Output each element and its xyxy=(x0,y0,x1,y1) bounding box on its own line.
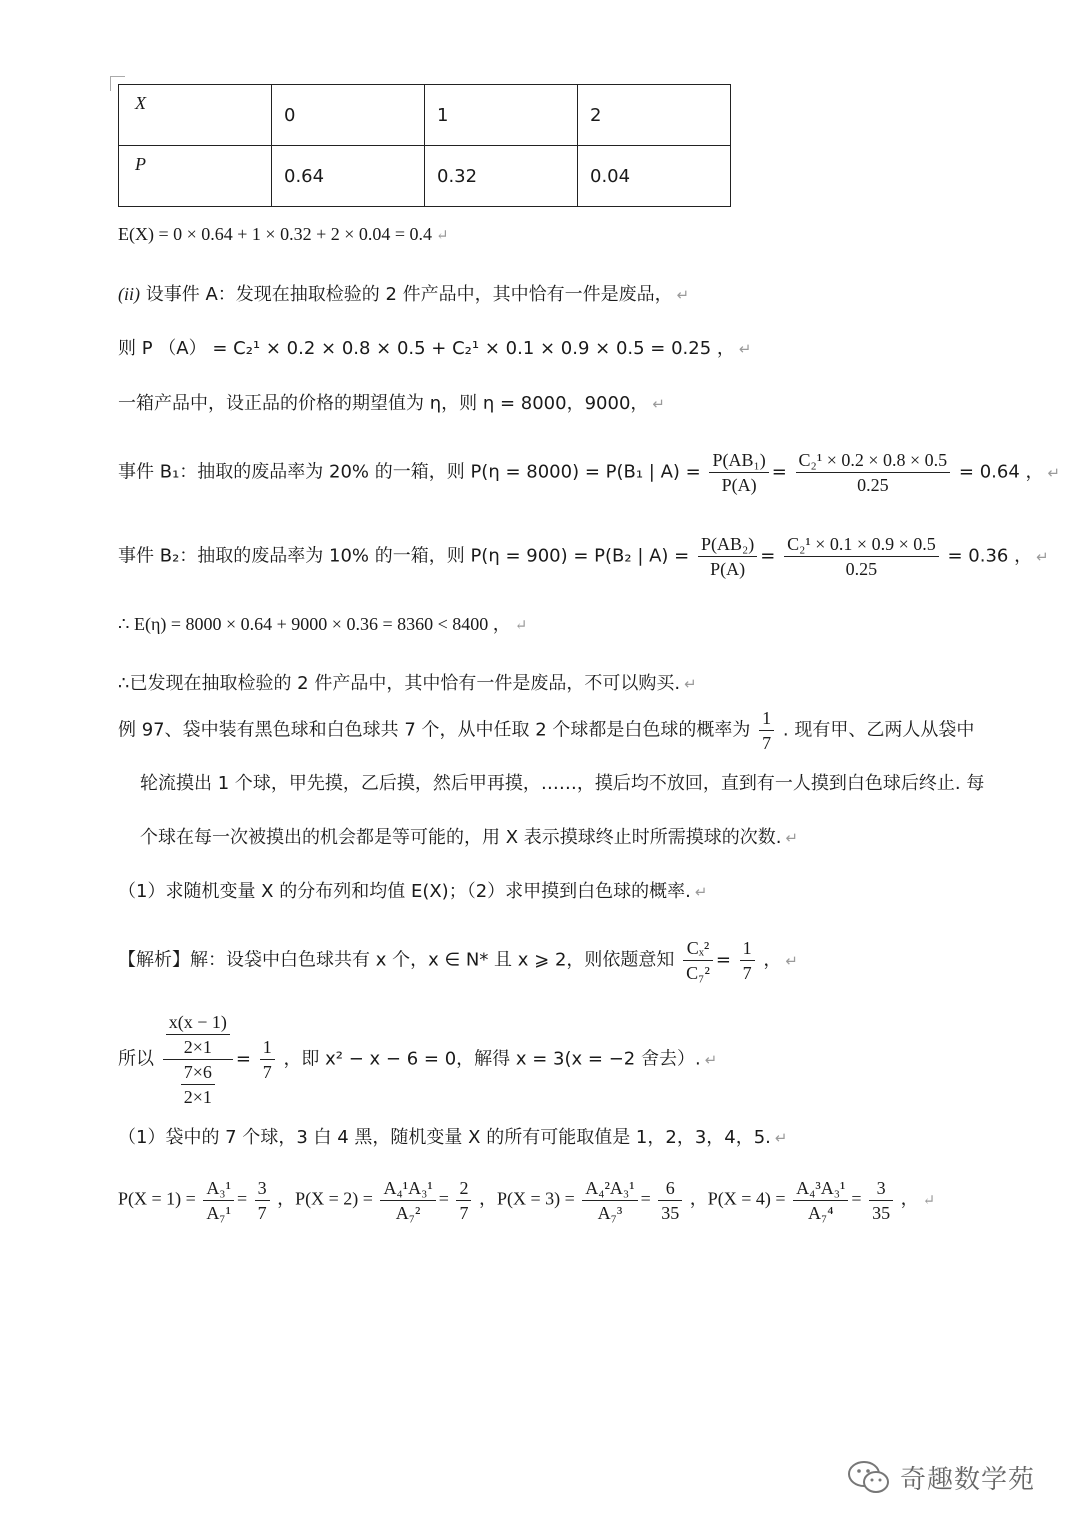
return-mark-icon: ↵ xyxy=(684,675,697,693)
return-mark-icon: ↵ xyxy=(704,1050,718,1069)
return-mark-icon: ↵ xyxy=(785,829,799,847)
question-line: （1）求随机变量 X 的分布列和均值 E(X)；（2）求甲摸到白色球的概率. ↵ xyxy=(118,881,708,902)
return-mark-icon: ↵ xyxy=(514,618,528,634)
example-97-line-2: 轮流摸出 1 个球，甲先摸，乙后摸，然后甲再摸，……，摸后均不放回，直到有一人摸到白色球后终止. 每 xyxy=(140,773,985,794)
event-b2-line: 事件 B₂：抽取的废品率为 10% 的一箱，则 P(η = 900) = P(B₂ | A) = $\frac{\text{P(AB₂)}}{P(A)}$ = $\frac{\text{C₂¹ × 0.1 × 0.9 × 0.5}}{0.25}$ = 0.36 ， ↵ xyxy=(118,534,1049,579)
event-b1-line: 事件 B₁：抽取的废品率为 20% 的一箱，则 P(η = 8000) = P(B₁ | A) = $\frac{\text{P(AB₁)}}{P(A)}$ = $\frac{\text{C₂¹ × 0.2 × 0.8 × 0.5}}{0.25}$ = 0.64 ， ↵ xyxy=(118,450,1061,495)
fraction: $\frac{1}{7}$ xyxy=(759,706,774,755)
example-97-line-3: 个球在每一次被摸出的机会都是等可能的，用 X 表示摸球终止时所需摸球的次数. ↵ xyxy=(140,827,799,848)
table-cell: 1 xyxy=(425,85,578,146)
fraction: $\frac{3}{7}$ xyxy=(255,1176,270,1225)
return-mark-icon: ↵ xyxy=(652,395,665,413)
fraction: $\frac{\text{C₂¹ × 0.2 × 0.8 × 0.5}}{0.25}$ xyxy=(796,448,951,497)
expectation-line: E(X) = 0 × 0.64 + 1 × 0.32 + 2 × 0.04 = 0.4 ↵ xyxy=(118,224,449,244)
table-cell: 0.64 xyxy=(272,146,425,207)
fraction: $\frac{\text{A₃¹}}{\text{A₇¹}}$ xyxy=(203,1176,234,1225)
return-mark-icon: ↵ xyxy=(1036,547,1049,566)
part1-line: （1）袋中的 7 个球，3 白 4 黑，随机变量 X 的所有可能取值是 1，2，3，4，5. ↵ xyxy=(118,1127,788,1148)
fraction: $\frac{3}{35}$ xyxy=(869,1176,893,1225)
table-cell: P xyxy=(119,146,272,207)
fraction: $\frac{1}{7}$ xyxy=(260,1035,275,1084)
table-cell: 2 xyxy=(578,85,731,146)
pa-line: 则 P （A） = C₂¹ × 0.2 × 0.8 × 0.5 + C₂¹ × 0.1 × 0.9 × 0.5 = 0.25 ， ↵ xyxy=(118,338,752,359)
return-mark-icon: ↵ xyxy=(785,951,798,970)
fraction: $\frac{1}{7}$ xyxy=(740,936,755,985)
fraction: $\frac{\text{Cₓ²}}{\text{C₇²}}$ xyxy=(683,936,713,985)
fraction: $\frac{\text{A₄¹A₃¹}}{\text{A₇²}}$ xyxy=(380,1176,435,1225)
table-cell: 0 xyxy=(272,85,425,146)
return-mark-icon: ↵ xyxy=(1047,463,1061,482)
return-mark-icon: ↵ xyxy=(436,228,449,244)
return-mark-icon: ↵ xyxy=(774,1129,788,1147)
probabilities-line: P(X = 1) = $\frac{\text{A₃¹}}{\text{A₇¹}}$ = $\frac{3}{7}$ ，P(X = 2) = $\frac{\text{A₄¹A₃¹}}{\text{A₇²}}$ = $\frac{2}{7}$ ，P(X = 3) = $\frac{\text{A₄²A₃¹}}{\text{A₇³}}$ = $\frac{6}{35}$ ，P(X = 4) = $\frac{\text{A₄³A₃¹}}{\text{A₇⁴}}$ = $\frac{3}{35}$ ， ↵ xyxy=(118,1178,936,1223)
wechat-icon xyxy=(846,1458,892,1496)
return-mark-icon: ↵ xyxy=(922,1192,936,1209)
return-mark-icon: ↵ xyxy=(738,340,752,358)
table-row xyxy=(119,85,731,146)
fraction: $\frac{\text{A₄²A₃¹}}{\text{A₇³}}$ xyxy=(582,1176,637,1225)
fraction: $\frac{\text{P(AB₂)}}{P(A)}$ xyxy=(698,532,757,581)
solution-line: 【解析】解：设袋中白色球共有 x 个，x ∈ N* 且 x ⩾ 2，则依题意知 $\frac{\text{Cₓ²}}{\text{C₇²}}$ = $\frac{1}{7}$ ， ↵ xyxy=(118,938,798,983)
distribution-table xyxy=(118,84,731,207)
fraction: $\frac{6}{35}$ xyxy=(658,1176,682,1225)
fraction: $\frac{\text{P(AB₁)}}{P(A)}$ xyxy=(709,448,768,497)
table-cell: 0.04 xyxy=(578,146,731,207)
fraction: $\frac{\text{A₄³A₃¹}}{\text{A₇⁴}}$ xyxy=(793,1176,848,1225)
conclusion-line: ∴已发现在抽取检验的 2 件产品中，其中恰有一件是废品，不可以购买. ↵ xyxy=(118,673,697,694)
compound-fraction: $\frac{\frac{x(x - 1)}{2\times 1}}{\frac{7\times 6}{2\times 1}}$ xyxy=(163,1010,233,1109)
watermark: 奇趣数学苑 xyxy=(846,1458,1035,1496)
return-mark-icon: ↵ xyxy=(694,883,708,901)
so-line: 所以 $\frac{\frac{x(x - 1)}{2\times 1}}{\frac{7\times 6}{2\times 1}}$ = $\frac{1}{7}$ ，即 x² − x − 6 = 0，解得 x = 3(x = −2 舍去）. ↵ xyxy=(118,1012,718,1107)
event-a-line: (ii) 设事件 A：发现在抽取检验的 2 件产品中，其中恰有一件是废品， ↵ xyxy=(118,284,690,305)
table-cell: 0.32 xyxy=(425,146,578,207)
table-row xyxy=(119,146,731,207)
fraction: $\frac{\text{C₂¹ × 0.1 × 0.9 × 0.5}}{0.25}$ xyxy=(784,532,939,581)
eta-line: 一箱产品中，设正品的价格的期望值为 η，则 η = 8000，9000， ↵ xyxy=(118,393,665,414)
fraction: $\frac{2}{7}$ xyxy=(456,1176,471,1225)
example-97-line: 例 97、袋中装有黑色球和白色球共 7 个，从中任取 2 个球都是白色球的概率为 $\frac{1}{7}$ . 现有甲、乙两人从袋中 xyxy=(118,708,975,753)
e-eta-line: ∴ E(η) = 8000 × 0.64 + 9000 × 0.36 = 8360 < 8400 ， ↵ xyxy=(118,614,528,634)
table-cell: X xyxy=(119,85,272,146)
return-mark-icon: ↵ xyxy=(676,286,690,304)
